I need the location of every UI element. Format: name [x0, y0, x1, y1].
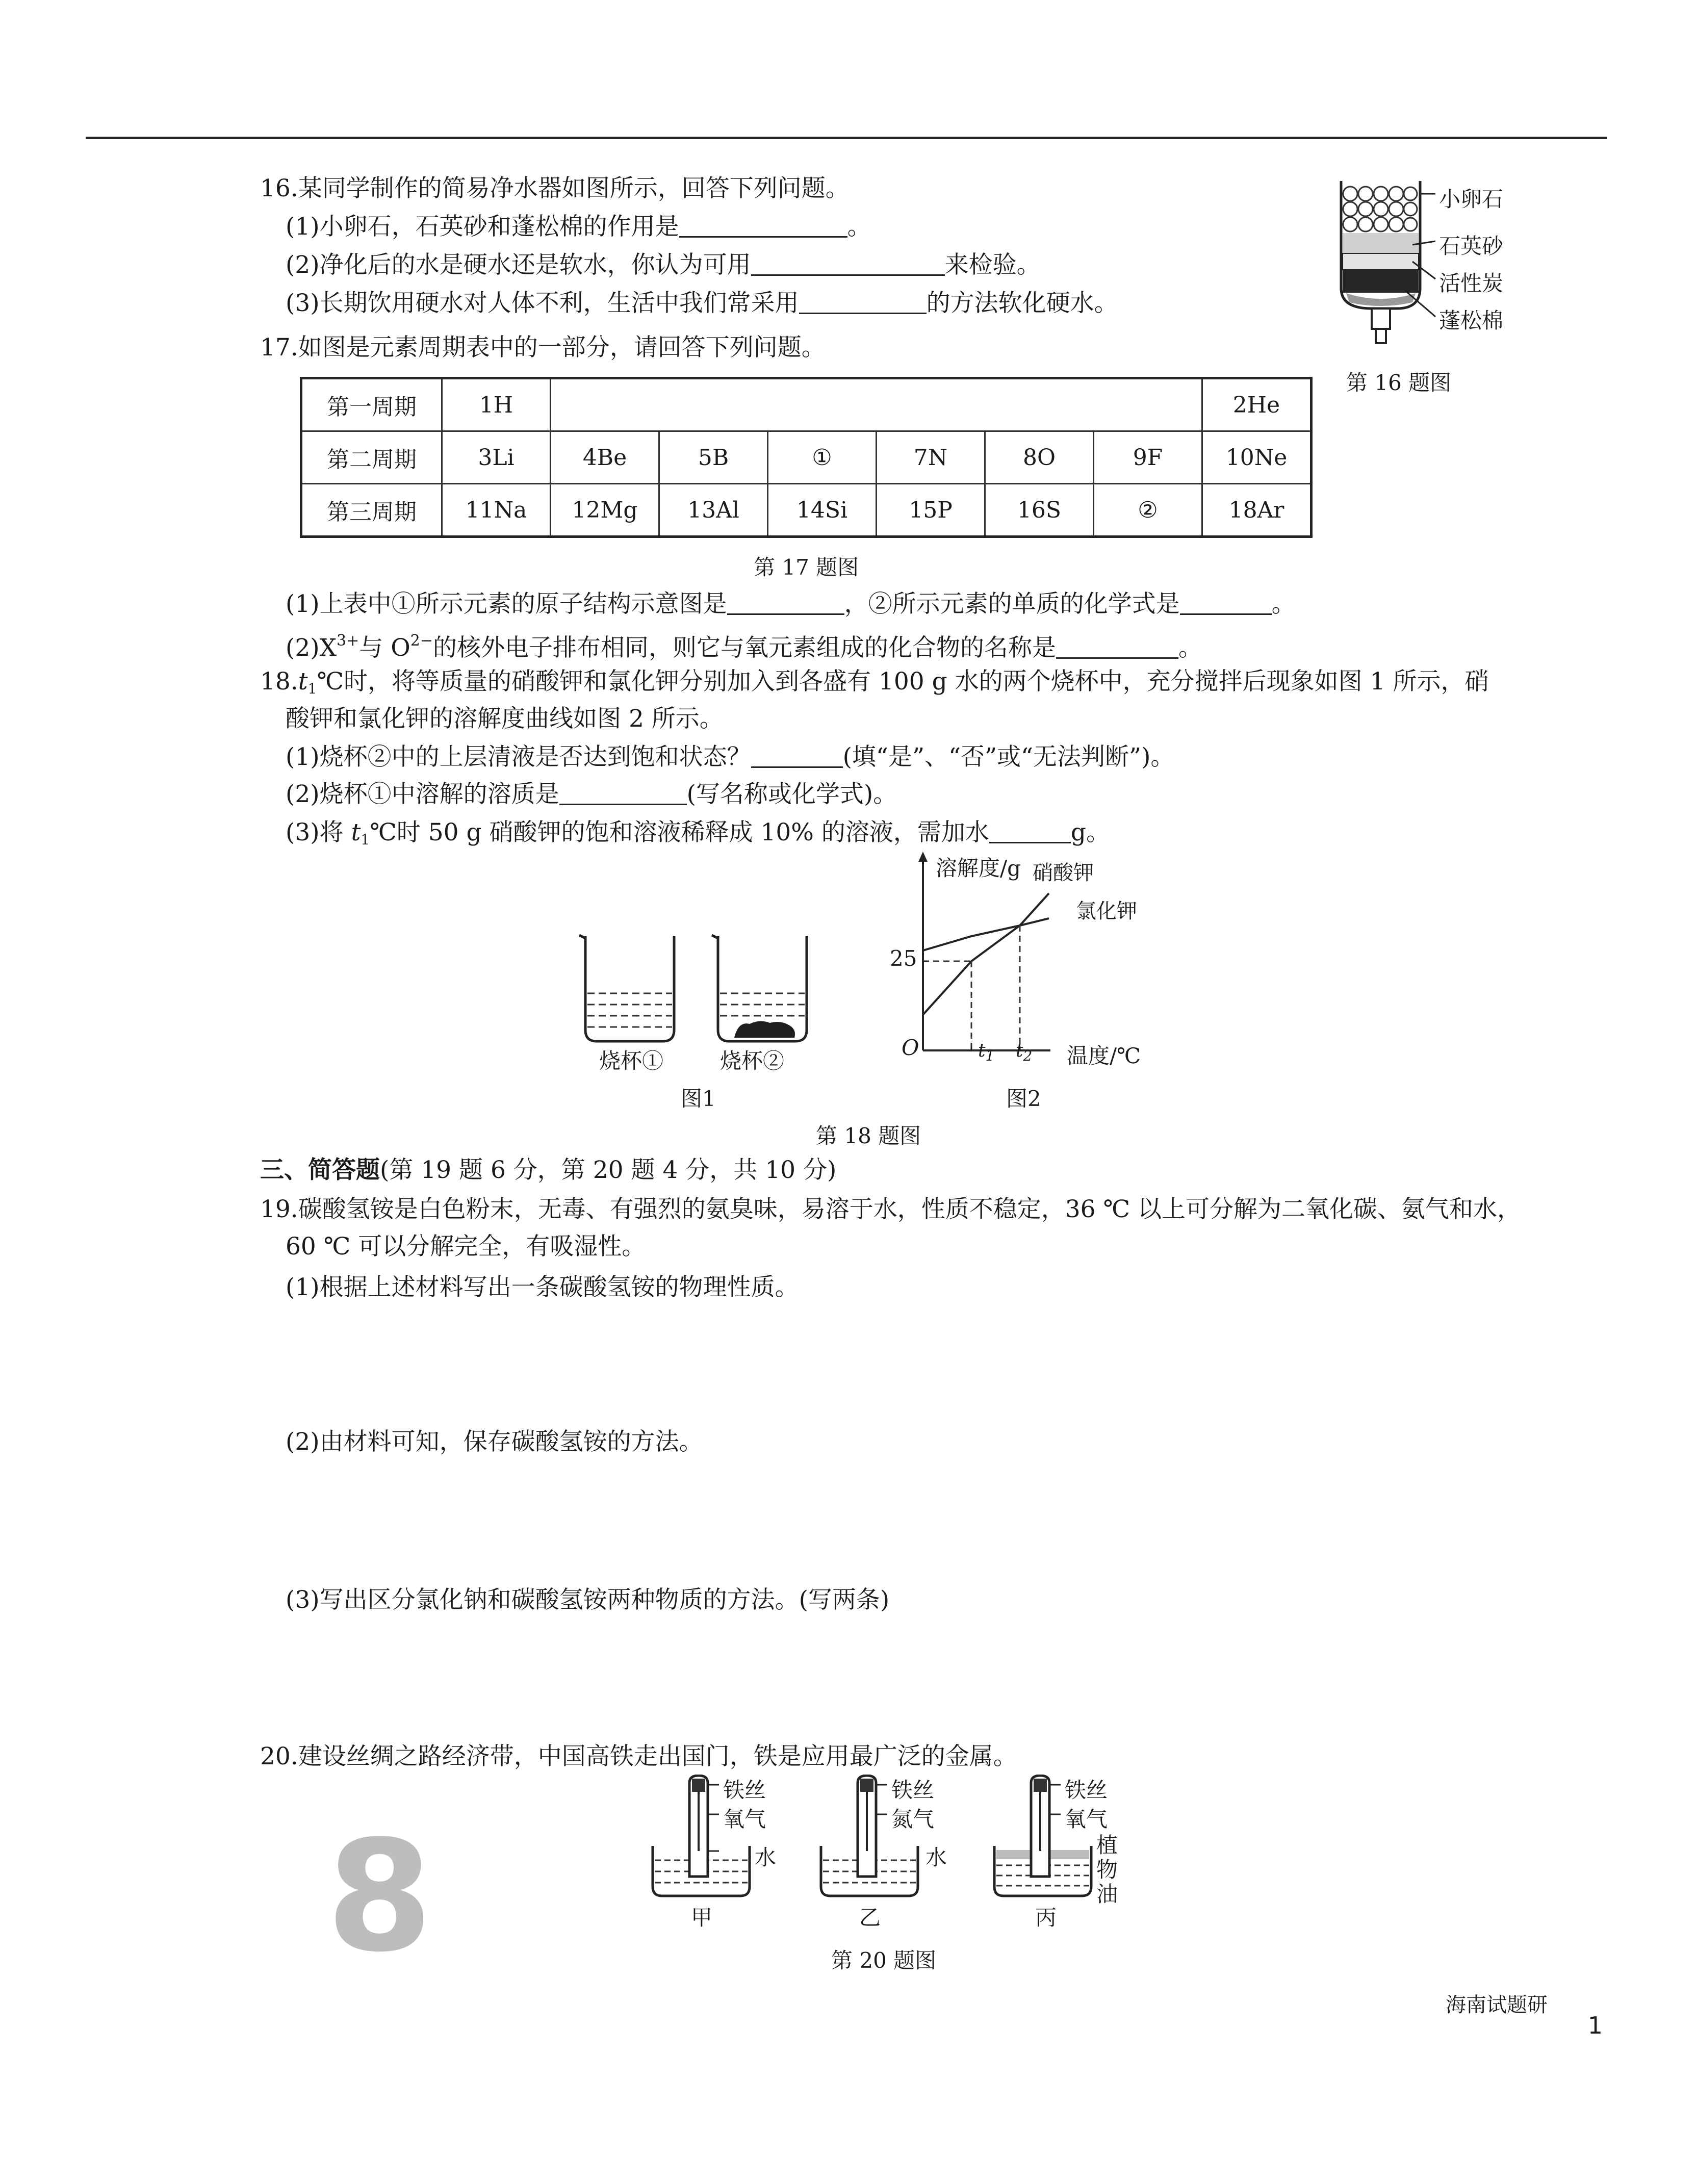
periodic-table — [300, 377, 1313, 538]
answer-blank[interactable] — [679, 214, 847, 238]
q18-stem-line2: 酸钾和氯化钾的溶解度曲线如图 2 所示。 — [286, 705, 724, 733]
answer-blank[interactable] — [989, 819, 1071, 843]
filter-label-sand: 石英砂 — [1439, 234, 1504, 259]
answer-blank[interactable] — [751, 252, 945, 276]
q16-part1: (1)小卵石，石英砂和蓬松棉的作用是 。 — [286, 213, 871, 241]
element-cell: 10Ne — [1202, 431, 1312, 484]
x-tick-label-t2: $t_2$ — [1016, 1040, 1033, 1064]
tube1-liquid-label: 水 — [755, 1845, 777, 1870]
x-axis-label: 温度/℃ — [1067, 1043, 1141, 1068]
q18-stem-line1: $18.t_1℃$时，将等质量的硝酸钾和氯化钾分别加入到各盛有 100 g 水的两个烧杯中，充分搅拌后现象如图 1 所示，硝 — [260, 667, 1489, 697]
filter-label-cotton: 蓬松棉 — [1439, 308, 1504, 333]
element-cell: 13Al — [659, 484, 768, 537]
tube3-name: 丙 — [1035, 1905, 1057, 1930]
q17-part2: $(2)X^{3+}$与 $O^{2-}$的核外电子排布相同，则它与氧元素组成的化合物的名称是 。 — [286, 632, 1202, 662]
element-cell: 16S — [985, 484, 1094, 537]
legend-potassium-nitrate: 硝酸钾 — [1033, 861, 1094, 885]
q20-figure-caption: 第 20 题图 — [831, 1948, 937, 1973]
series-line-potassium-chloride — [923, 918, 1049, 950]
period-label: 第一周期 — [301, 378, 442, 431]
q16-part2: (2)净化后的水是硬水还是软水，你认为可用 来检验。 — [286, 251, 1041, 279]
q18-part1: (1)烧杯②中的上层清液是否达到饱和状态？ (填“是”、“否”或“无法判断”)。 — [286, 743, 1175, 771]
q17-part1: (1)上表中①所示元素的原子结构示意图是 ，②所示元素的单质的化学式是 。 — [286, 590, 1296, 618]
tube1-gas-label: 氧气 — [723, 1807, 766, 1832]
answer-blank[interactable] — [751, 744, 843, 768]
element-cell: ① — [768, 431, 877, 484]
table-row — [301, 378, 1312, 431]
page-watermark: 8 — [326, 1808, 433, 1986]
element-cell: 3Li — [442, 431, 551, 484]
tube2-gas-label: 氮气 — [891, 1807, 935, 1832]
filter-label-carbon: 活性炭 — [1439, 271, 1504, 296]
q19-part2: (2)由材料可知，保存碳酸氢铵的方法。 — [286, 1428, 703, 1456]
filter-label-pebble: 小卵石 — [1439, 187, 1504, 212]
tube3-gas-label: 氧气 — [1065, 1807, 1108, 1832]
answer-blank[interactable] — [1180, 591, 1272, 615]
element-cell: 14Si — [768, 484, 877, 537]
footer-text: 海南试题研 — [1446, 1993, 1548, 2017]
element-cell: 8O — [985, 431, 1094, 484]
figure2-label: 图2 — [1006, 1086, 1041, 1111]
q19-stem-line2: 60 ℃ 可以分解完全，有吸湿性。 — [286, 1232, 646, 1261]
tube1-name: 甲 — [691, 1905, 713, 1930]
origin-label: O — [902, 1035, 919, 1060]
element-cell: 12Mg — [551, 484, 659, 537]
beakers-figure — [576, 933, 852, 1050]
beaker-1-label: 烧杯① — [599, 1048, 664, 1073]
element-cell: 18Ar — [1202, 484, 1312, 537]
legend-potassium-chloride: 氯化钾 — [1076, 900, 1137, 923]
top-rule — [86, 137, 1607, 139]
y-axis-label: 溶解度/g — [936, 856, 1021, 881]
tube2-wire-label: 铁丝 — [891, 1778, 935, 1803]
q18-figure-caption: 第 18 题图 — [816, 1123, 921, 1148]
tube2-liquid-label: 水 — [925, 1845, 947, 1870]
q19-stem-line1: 19.碳酸氢铵是白色粉末，无毒、有强烈的氨臭味，易溶于水，性质不稳定，36 ℃ 以上可分解为二氧化碳、氨气和水， — [260, 1195, 1522, 1223]
y-tick-label: 25 — [890, 946, 917, 971]
section3-heading: 三、简答题(第 19 题 6 分，第 20 题 4 分，共 10 分) — [260, 1156, 837, 1184]
q18-part3: (3)将 $t_1℃$时 50 g 硝酸钾的饱和溶液稀释成 10% 的溶液，需加水 g。 — [286, 818, 1110, 848]
q16-stem: 16.某同学制作的简易净水器如图所示，回答下列问题。 — [260, 174, 850, 202]
beaker-2-label: 烧杯② — [720, 1048, 785, 1073]
q18-part2: (2)烧杯①中溶解的溶质是 (写名称或化学式)。 — [286, 780, 897, 808]
series-line-potassium-nitrate — [923, 893, 1049, 1015]
element-cell: 9F — [1094, 431, 1202, 484]
answer-blank[interactable] — [799, 290, 927, 314]
element-cell: 2He — [1202, 378, 1312, 431]
table-row — [301, 431, 1312, 484]
element-cell: 7N — [877, 431, 985, 484]
element-cell: 4Be — [551, 431, 659, 484]
table-row — [301, 484, 1312, 537]
q16-part3: (3)长期饮用硬水对人体不利，生活中我们常采用 的方法软化硬水。 — [286, 289, 1118, 317]
q20-stem: 20.建设丝绸之路经济带，中国高铁走出国门，铁是应用最广泛的金属。 — [260, 1742, 1017, 1770]
q17-stem: 17.如图是元素周期表中的一部分，请回答下列问题。 — [260, 333, 826, 362]
tube3-wire-label: 铁丝 — [1065, 1778, 1108, 1803]
answer-blank[interactable] — [1056, 635, 1178, 659]
element-cell: ② — [1094, 484, 1202, 537]
tube1-wire-label: 铁丝 — [723, 1778, 766, 1803]
period-label: 第三周期 — [301, 484, 442, 537]
element-cell: 15P — [877, 484, 985, 537]
tube3-liquid-label: 植物油 — [1096, 1833, 1118, 1907]
y-axis-arrow — [918, 852, 928, 862]
tube2-name: 乙 — [859, 1905, 881, 1930]
q19-part3: (3)写出区分氯化钠和碳酸氢铵两种物质的方法。(写两条) — [286, 1586, 890, 1614]
page-number: 1 — [1587, 2012, 1603, 2039]
answer-blank[interactable] — [559, 781, 687, 805]
q17-table-caption: 第 17 题图 — [754, 555, 859, 580]
q19-part1: (1)根据上述材料写出一条碳酸氢铵的物理性质。 — [286, 1273, 799, 1301]
element-cell: 1H — [442, 378, 551, 431]
element-cell: 5B — [659, 431, 768, 484]
rust-experiment-figure — [648, 1775, 1096, 1917]
x-tick-label-t1: $t_1$ — [978, 1040, 995, 1064]
q16-figure-caption: 第 16 题图 — [1346, 370, 1452, 395]
element-cell: 11Na — [442, 484, 551, 537]
period-label: 第二周期 — [301, 431, 442, 484]
figure1-label: 图1 — [681, 1086, 716, 1111]
answer-blank[interactable] — [727, 591, 844, 615]
table-gap — [551, 378, 1202, 431]
